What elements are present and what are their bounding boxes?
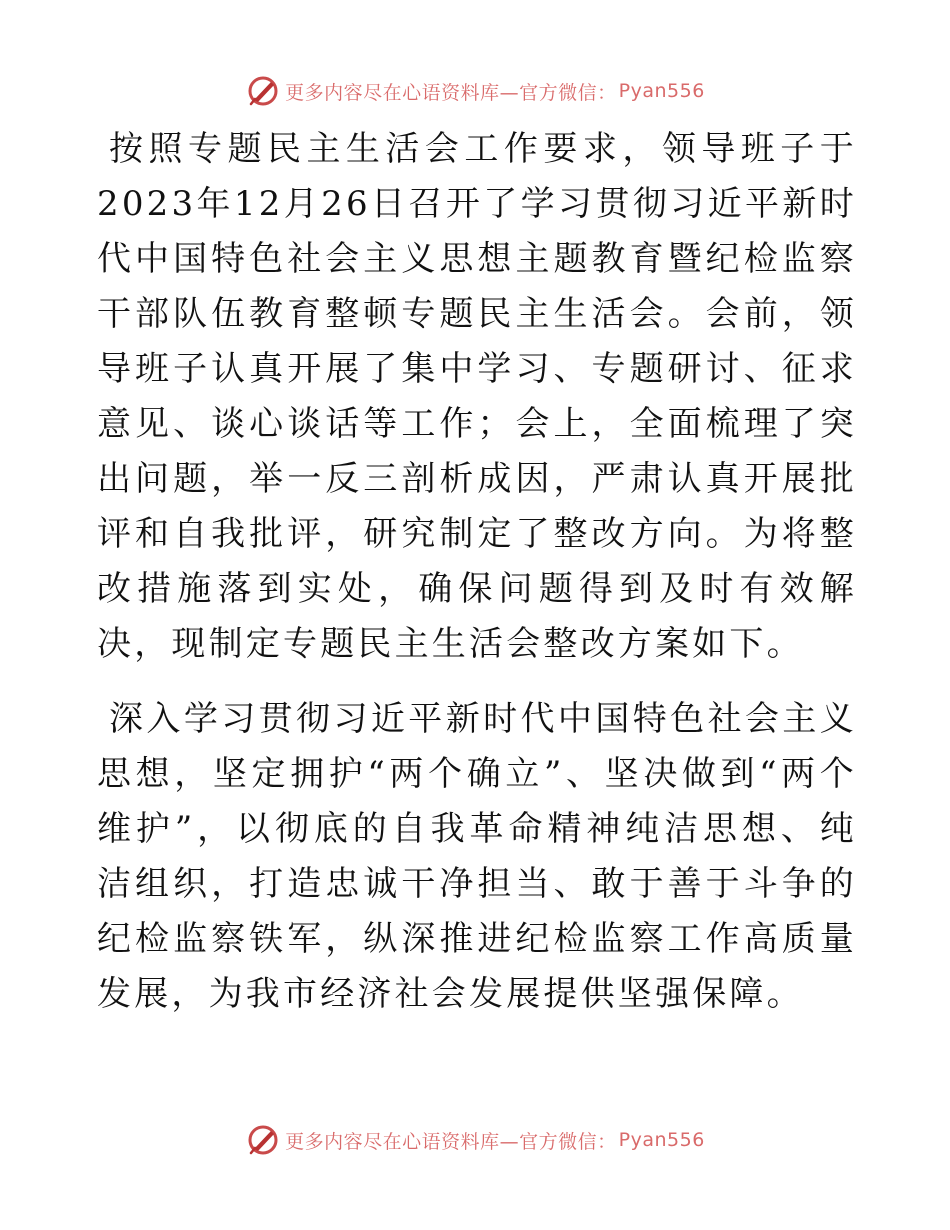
watermark-text: 更多内容尽在心语资料库—官方微信： <box>285 81 617 104</box>
paragraph-intro: 按照专题民主生活会工作要求，领导班子于2023年12月26日召开了学习贯彻习近平新时代中国特色社会主义思想主题教育暨纪检监察干部队伍教育整顿专题民主生活会。会前，领导班子认真开展了集中学习、专题研讨、征求意见、谈心谈话等工作；会上，全面梳理了突出问题，举一反三剖析成因，严肃认真开展批评和自我批评，研究制定了整改方向。为将整改措施落到实处，确保问题得到及时有效解决，现制定专题民主生活会整改方案如下。 <box>97 129 857 664</box>
document-body <box>97 122 857 1022</box>
header-watermark <box>0 71 950 111</box>
watermark-handle: Pyan556 <box>618 1129 705 1151</box>
paragraph-goal: 深入学习贯彻习近平新时代中国特色社会主义思想，坚定拥护“两个确立”、坚决做到“两个维护”，以彻底的自我革命精神纯洁思想、纯洁组织，打造忠诚干净担当、敢于善于斗争的纪检监察铁军，纵深推进纪检监察工作高质量发展，为我市经济社会发展提供坚强保障。 <box>97 699 857 1014</box>
watermark-text: 更多内容尽在心语资料库—官方微信： <box>285 1130 617 1153</box>
watermark-handle: Pyan556 <box>618 80 705 102</box>
quill-logo-icon <box>245 73 281 109</box>
quill-logo-icon <box>245 1122 281 1158</box>
footer-watermark <box>0 1120 950 1160</box>
